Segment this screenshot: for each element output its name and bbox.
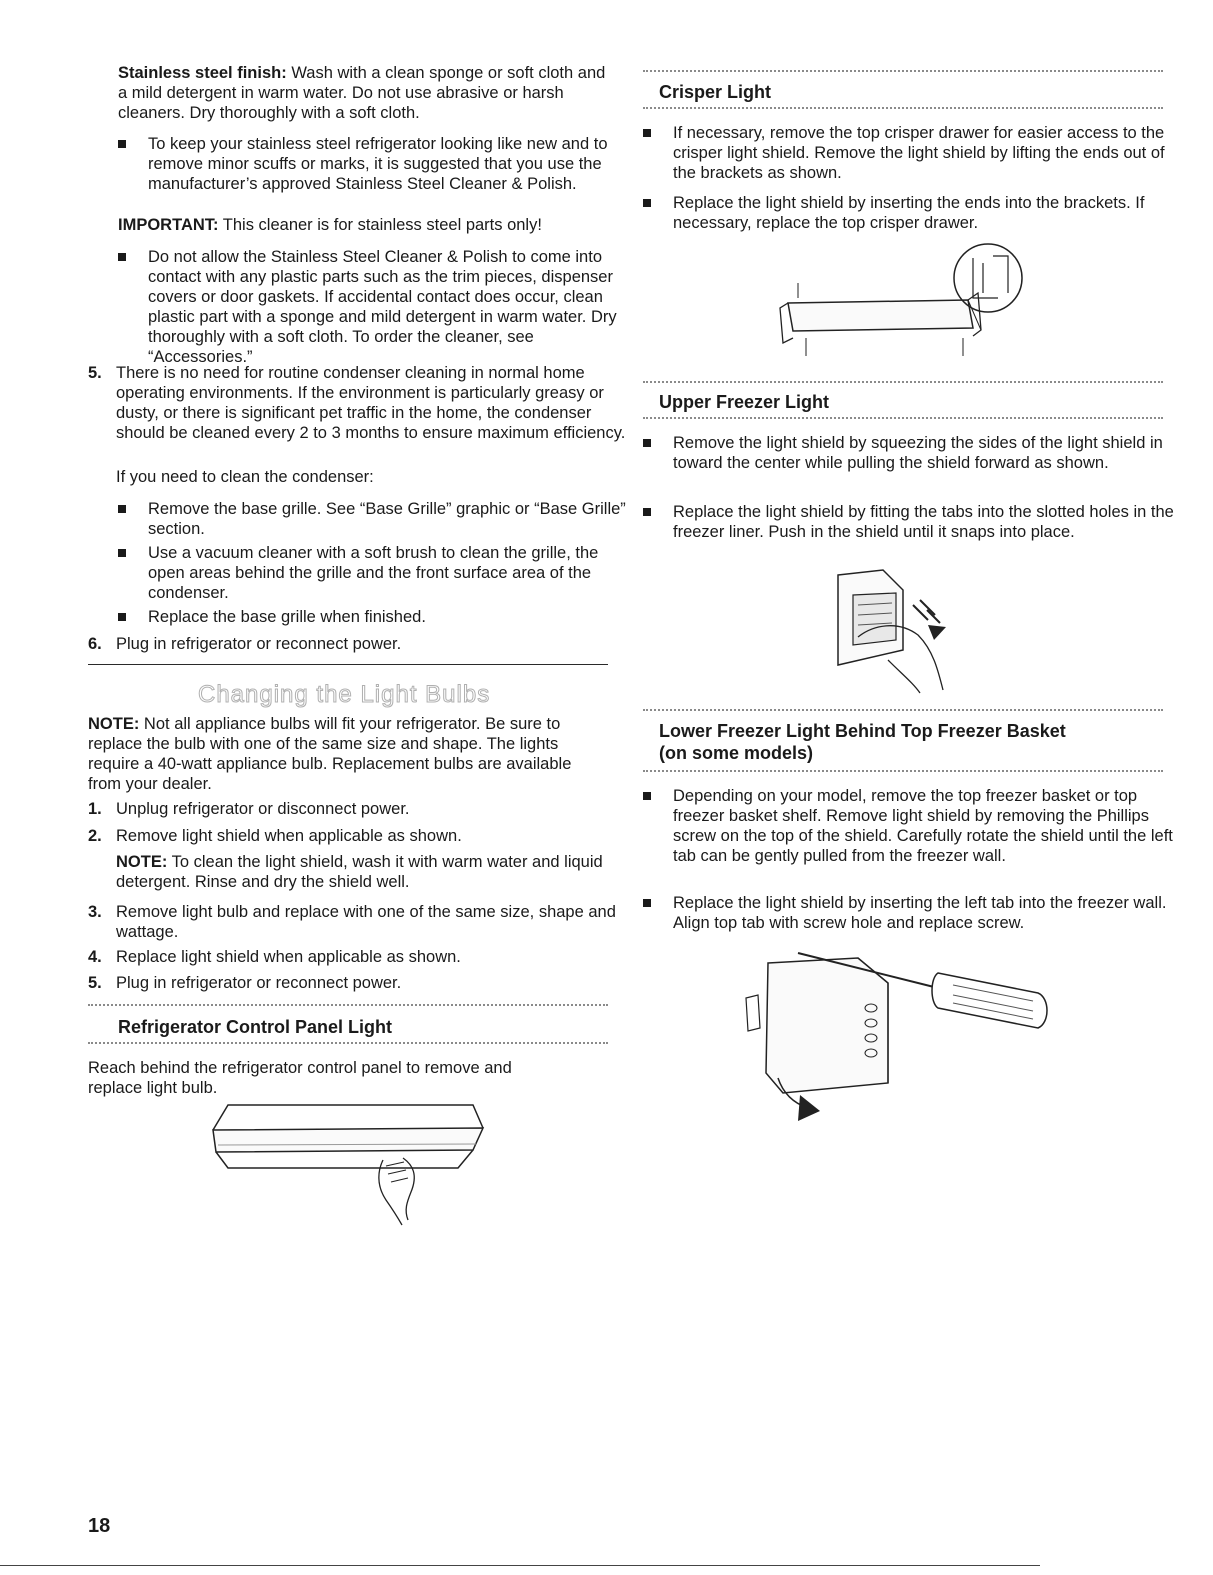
- list-item-text: Remove the light shield by squeezing the sides of the light shield in toward the center while pulling the shield forward as shown.: [673, 434, 1163, 472]
- step-text: Unplug refrigerator or disconnect power.: [116, 800, 410, 818]
- list-item: [118, 607, 633, 627]
- dotted-rule: [643, 417, 1163, 419]
- step-number: 6.: [88, 635, 102, 653]
- section-divider: [88, 664, 608, 665]
- lower-freezer-heading-line-2: (on some models): [659, 743, 814, 763]
- step-text: Remove light bulb and replace with one of the same size, shape and wattage.: [116, 903, 616, 941]
- dotted-rule: [643, 770, 1163, 772]
- list-item-text: Use a vacuum cleaner with a soft brush to clean the grille, the open areas behind the grille and the front surface area of the condenser.: [148, 544, 599, 602]
- list-item-text: To keep your stainless steel refrigerator looking like new and to remove minor scuffs or marks, it is suggested that you use the manufacturer’s approved Stainless Steel Cleaner & Polish.: [148, 135, 608, 193]
- bullet-square-icon: [118, 140, 126, 148]
- dotted-rule: [88, 1004, 608, 1006]
- list-item: [643, 786, 1188, 866]
- bullet-square-icon: [643, 792, 651, 800]
- step-text: Replace light shield when applicable as shown.: [116, 948, 461, 966]
- bullet-square-icon: [118, 613, 126, 621]
- note-label: NOTE:: [116, 853, 168, 871]
- step-text: Plug in refrigerator or reconnect power.: [116, 974, 402, 992]
- stainless-finish-text: Wash with a clean sponge or soft cloth and a mild detergent in warm water. Do not use abrasive or harsh cleaners. Dry thoroughly with a soft cloth.: [118, 64, 606, 122]
- step-number: 5.: [88, 364, 102, 382]
- control-panel-heading: Refrigerator Control Panel Light: [118, 1017, 393, 1037]
- bulb-step-4: [88, 947, 631, 967]
- bullet-square-icon: [118, 505, 126, 513]
- stainless-finish-label: Stainless steel finish:: [118, 64, 287, 82]
- bullet-square-icon: [643, 129, 651, 137]
- list-item: [643, 433, 1188, 473]
- bulb-note-paragraph: [88, 714, 608, 794]
- list-item: [643, 893, 1188, 933]
- note-text: To clean the light shield, wash it with warm water and liquid detergent. Rinse and dry the shield well.: [116, 853, 603, 891]
- list-item-text: Replace the light shield by inserting the left tab into the freezer wall. Align top tab with screw hole and replace screw.: [673, 894, 1167, 932]
- crisper-light-heading: Crisper Light: [659, 82, 772, 102]
- bulb-step-3: [88, 902, 631, 942]
- bulb-step-2: [88, 826, 631, 846]
- list-item: [118, 499, 633, 539]
- important-text: This cleaner is for stainless steel parts only!: [218, 216, 542, 234]
- list-item: [643, 502, 1188, 542]
- bullet-square-icon: [118, 549, 126, 557]
- step-number: 5.: [88, 974, 102, 992]
- bullet-square-icon: [118, 253, 126, 261]
- section-title: Changing the Light Bulbs: [198, 681, 491, 708]
- list-item-text: Replace the base grille when finished.: [148, 608, 426, 626]
- list-item-text: Remove the base grille. See “Base Grille” graphic or “Base Grille” section.: [148, 500, 626, 538]
- list-item: [118, 543, 633, 603]
- note-label: NOTE:: [88, 715, 140, 733]
- list-item: [118, 134, 633, 194]
- upper-freezer-light-heading: Upper Freezer Light: [659, 392, 830, 412]
- dotted-rule: [643, 709, 1163, 711]
- step-text: Plug in refrigerator or reconnect power.: [116, 635, 402, 653]
- lower-freezer-heading-line-1: Lower Freezer Light Behind Top Freezer Basket: [659, 721, 1066, 741]
- list-item: [643, 123, 1183, 183]
- list-item-text: Replace the light shield by fitting the tabs into the slotted holes in the freezer liner. Push in the shield until it snaps into place.: [673, 503, 1174, 541]
- crisper-light-illustration: [768, 238, 1048, 368]
- upper-freezer-light-illustration: [828, 565, 988, 695]
- lower-freezer-light-heading: [659, 720, 1066, 764]
- important-label: IMPORTANT:: [118, 216, 219, 234]
- footer-rule: [0, 1565, 1040, 1566]
- step-number: 1.: [88, 800, 102, 818]
- list-item-text: If necessary, remove the top crisper drawer for easier access to the crisper light shield. Remove the light shield by lifting the ends out of the brackets as shown.: [673, 124, 1165, 182]
- bullet-square-icon: [643, 199, 651, 207]
- dotted-rule: [643, 107, 1163, 109]
- list-item: [643, 193, 1183, 233]
- important-paragraph: [118, 215, 608, 235]
- step-2-note: [116, 852, 608, 892]
- list-item-text: Do not allow the Stainless Steel Cleaner & Polish to come into contact with any plastic parts such as the trim pieces, dispenser covers or door gaskets. If accidental contact does occur, clean plastic part with a sponge and mild detergent in warm water. Dry thoroughly with a soft cloth. To order the cleaner, see “Accessories.”: [148, 248, 617, 366]
- bulb-step-5: [88, 973, 631, 993]
- step-6: [88, 634, 631, 654]
- list-item-text: Depending on your model, remove the top freezer basket or top freezer basket shelf. Remove light shield by removing the Phillips screw on the top of the shield. Carefully rotate the shield until the left tab can be gently pulled from the freezer wall.: [673, 787, 1173, 865]
- control-panel-text: Reach behind the refrigerator control panel to remove and replace light bulb.: [88, 1059, 512, 1097]
- bulb-step-1: [88, 799, 631, 819]
- page-number: 18: [88, 1515, 111, 1537]
- dotted-rule: [643, 70, 1163, 72]
- dotted-rule: [643, 381, 1163, 383]
- bullet-square-icon: [643, 899, 651, 907]
- step-5: [88, 363, 631, 443]
- step-text: Remove light shield when applicable as shown.: [116, 827, 462, 845]
- stainless-finish-paragraph: [118, 63, 608, 123]
- step-number: 3.: [88, 903, 102, 921]
- control-panel-light-illustration: [208, 1100, 488, 1230]
- condenser-intro: If you need to clean the condenser:: [116, 468, 374, 486]
- list-item: [118, 247, 633, 367]
- dotted-rule: [88, 1042, 608, 1044]
- step-number: 4.: [88, 948, 102, 966]
- bullet-square-icon: [643, 439, 651, 447]
- note-text: Not all appliance bulbs will fit your refrigerator. Be sure to replace the bulb with one of the same size and shape. The lights require a 40-watt appliance bulb. Replacement bulbs are available from your dealer.: [88, 715, 572, 793]
- bullet-square-icon: [643, 508, 651, 516]
- step-number: 2.: [88, 827, 102, 845]
- list-item-text: Replace the light shield by inserting the ends into the brackets. If necessary, replace the top crisper drawer.: [673, 194, 1145, 232]
- lower-freezer-light-illustration: [738, 943, 1058, 1128]
- step-text: There is no need for routine condenser cleaning in normal home operating environments. If the environment is particularly greasy or dusty, or there is significant pet traffic in the home, the condenser should be cleaned every 2 to 3 months to ensure maximum efficiency.: [116, 364, 626, 442]
